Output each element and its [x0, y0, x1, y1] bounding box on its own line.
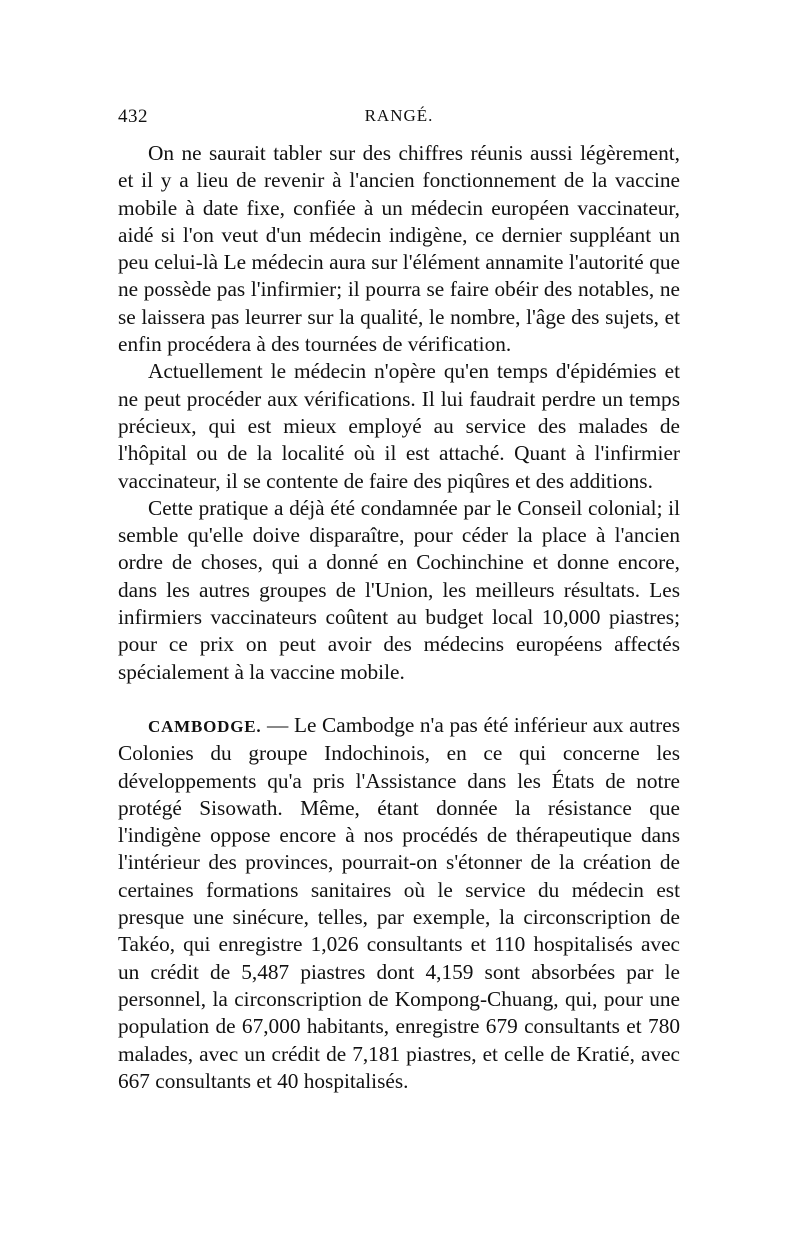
- running-title: RANGÉ.: [364, 106, 434, 125]
- body-text: [118, 140, 680, 1095]
- paragraph-cambodge: [118, 712, 680, 1095]
- section-label-cambodge: CAMBODGE.: [148, 716, 262, 736]
- paragraph-vaccine-mobile: On ne saurait tabler sur des chiffres réunis aussi légèrement, et il y a lieu de revenir à l'ancien fonctionnement de la vaccine mobile à date fixe, confiée à un médecin européen vaccinateur, aidé si l'on veut d'un médecin indigène, ce dernier suppléant un peu celui-là Le médecin aura sur l'élément annamite l'autorité que ne possède pas l'infirmier; il pourra se faire obéir des notables, ne se laissera pas leurrer sur la qualité, le nombre, l'âge des sujets, et enfin procédera à des tournées de vérification.: [118, 141, 680, 357]
- paragraph-verifications: Actuellement le médecin n'opère qu'en temps d'épidémies et ne peut procéder aux vérifications. Il lui faudrait perdre un temps précieux, qui est mieux employé au service des malades de l'hôpital ou de la localité où il est attaché. Quant à l'infirmier vaccinateur, il se contente de faire des piqûres et des additions.: [118, 359, 680, 493]
- section-dash: —: [261, 712, 294, 737]
- section-text-cambodge: Le Cambodge n'a pas été inférieur aux autres Colonies du groupe Indochinois, en ce qui concerne les développements qu'a pris l'Assistance dans les États de notre protégé Sisowath. Même, étant donnée la résistance que l'indigène oppose encore à nos procédés de thérapeutique dans l'intérieur des provinces, pourrait-on s'étonner de la création de certaines formations sanitaires où le service du médecin est presque une sinécure, telles, par exemple, la circonscription de Takéo, qui enregistre 1,026 consultants et 110 hospitalisés avec un crédit de 5,487 piastres dont 4,159 sont absorbées par le personnel, la circonscription de Kompong-Chuang, qui, pour une population de 67,000 habitants, enregistre 679 consultants et 780 malades, avec un crédit de 7,181 piastres, et celle de Kratié, avec 667 consultants et 40 hospitalisés.: [118, 712, 680, 1093]
- page-number: 432: [118, 106, 148, 127]
- running-head: [118, 106, 680, 130]
- paragraph-conseil-colonial: Cette pratique a déjà été condamnée par le Conseil colonial; il semble qu'elle doive disparaître, pour céder la place à l'ancien ordre de choses, qui a donné en Cochinchine et donne encore, dans les autres groupes de l'Union, les meilleurs résultats. Les infirmiers vaccinateurs coûtent au budget local 10,000 piastres; pour ce prix on peut avoir des médecins européens affectés spécialement à la vaccine mobile.: [118, 495, 680, 684]
